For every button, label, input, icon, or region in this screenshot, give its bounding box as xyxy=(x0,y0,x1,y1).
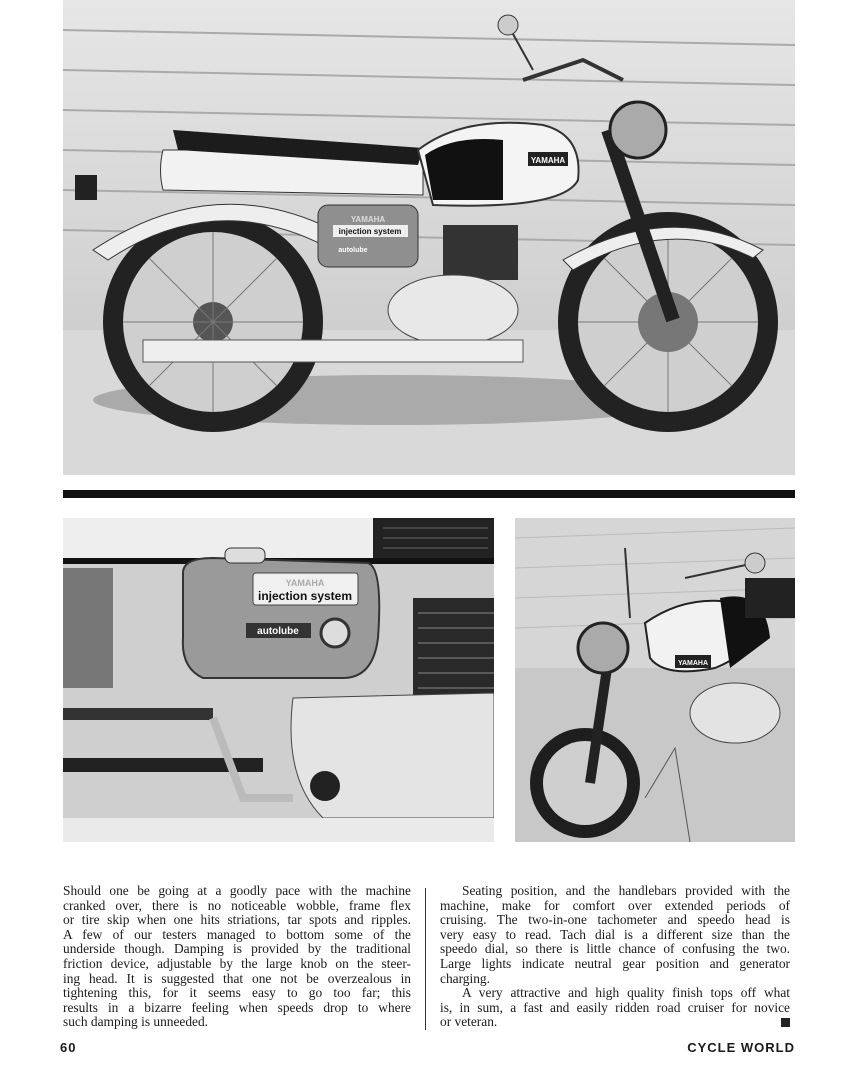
text-line: underside though. Damping is provided by the traditional xyxy=(63,941,411,957)
svg-text:injection system: injection system xyxy=(338,227,402,236)
end-mark-icon xyxy=(781,1018,790,1027)
svg-text:YAMAHA: YAMAHA xyxy=(350,215,386,224)
text-line: cruising. The two-in-one tachometer and speedo head is xyxy=(440,912,790,928)
text-line: Seating position, and the handlebars provided with the xyxy=(462,883,790,898)
text-line: cranked over, there is no noticeable wobble, frame flex xyxy=(63,897,411,913)
text-line-final xyxy=(440,1015,790,1030)
text-line: Large lights indicate neutral gear position and generator xyxy=(440,955,790,971)
svg-text:autolube: autolube xyxy=(257,626,299,637)
text-line: such damping is unneeded. xyxy=(63,1014,209,1030)
motorcycle-front-photo xyxy=(515,518,795,842)
text-line: charging. xyxy=(440,970,490,986)
text-line: is, in sum, a fast and easily ridden road cruiser for novice xyxy=(440,999,790,1015)
text-line: Should one be going at a goodly pace with the machine xyxy=(63,883,411,898)
magazine-name: CYCLE WORLD xyxy=(687,1040,795,1055)
section-rule xyxy=(63,490,795,498)
article-column-right xyxy=(440,884,790,1030)
text-line: A few of our testers managed to bottom some of the xyxy=(63,926,411,942)
svg-text:injection system: injection system xyxy=(257,589,353,603)
text-line: A very attractive and high quality finish tops off what xyxy=(462,985,790,1001)
tank-badge: YAMAHA xyxy=(677,660,709,667)
text-line: or tire skip when one hits striations, tar spots and ripples. xyxy=(63,912,411,928)
tank-badge: YAMAHA xyxy=(530,156,566,165)
text-line-content: or veteran. xyxy=(440,1014,498,1030)
engine-detail-photo xyxy=(63,518,494,842)
text-line: very easy to read. Tach dial is a different size than the xyxy=(440,926,790,942)
column-divider xyxy=(425,888,426,1030)
svg-text:YAMAHA: YAMAHA xyxy=(285,578,325,588)
article-column-left xyxy=(63,884,411,1030)
text-line: machine, make for comfort over extended periods of xyxy=(440,897,790,913)
text-line: results in a bizarre feeling when speeds drop to where xyxy=(63,999,411,1015)
motorcycle-side-photo xyxy=(63,0,795,475)
text-line: friction device, adjustable by the large knob on the steer- xyxy=(63,955,411,971)
text-line: tightening this, for it seems easy to go too far; this xyxy=(63,985,411,1001)
text-line: ing head. It is suggested that one not be overzealous in xyxy=(63,970,411,986)
svg-text:autolube: autolube xyxy=(338,247,368,254)
text-line: speedo dial, so there is little chance of confusing the two. xyxy=(440,941,790,957)
page-number: 60 xyxy=(60,1040,77,1055)
